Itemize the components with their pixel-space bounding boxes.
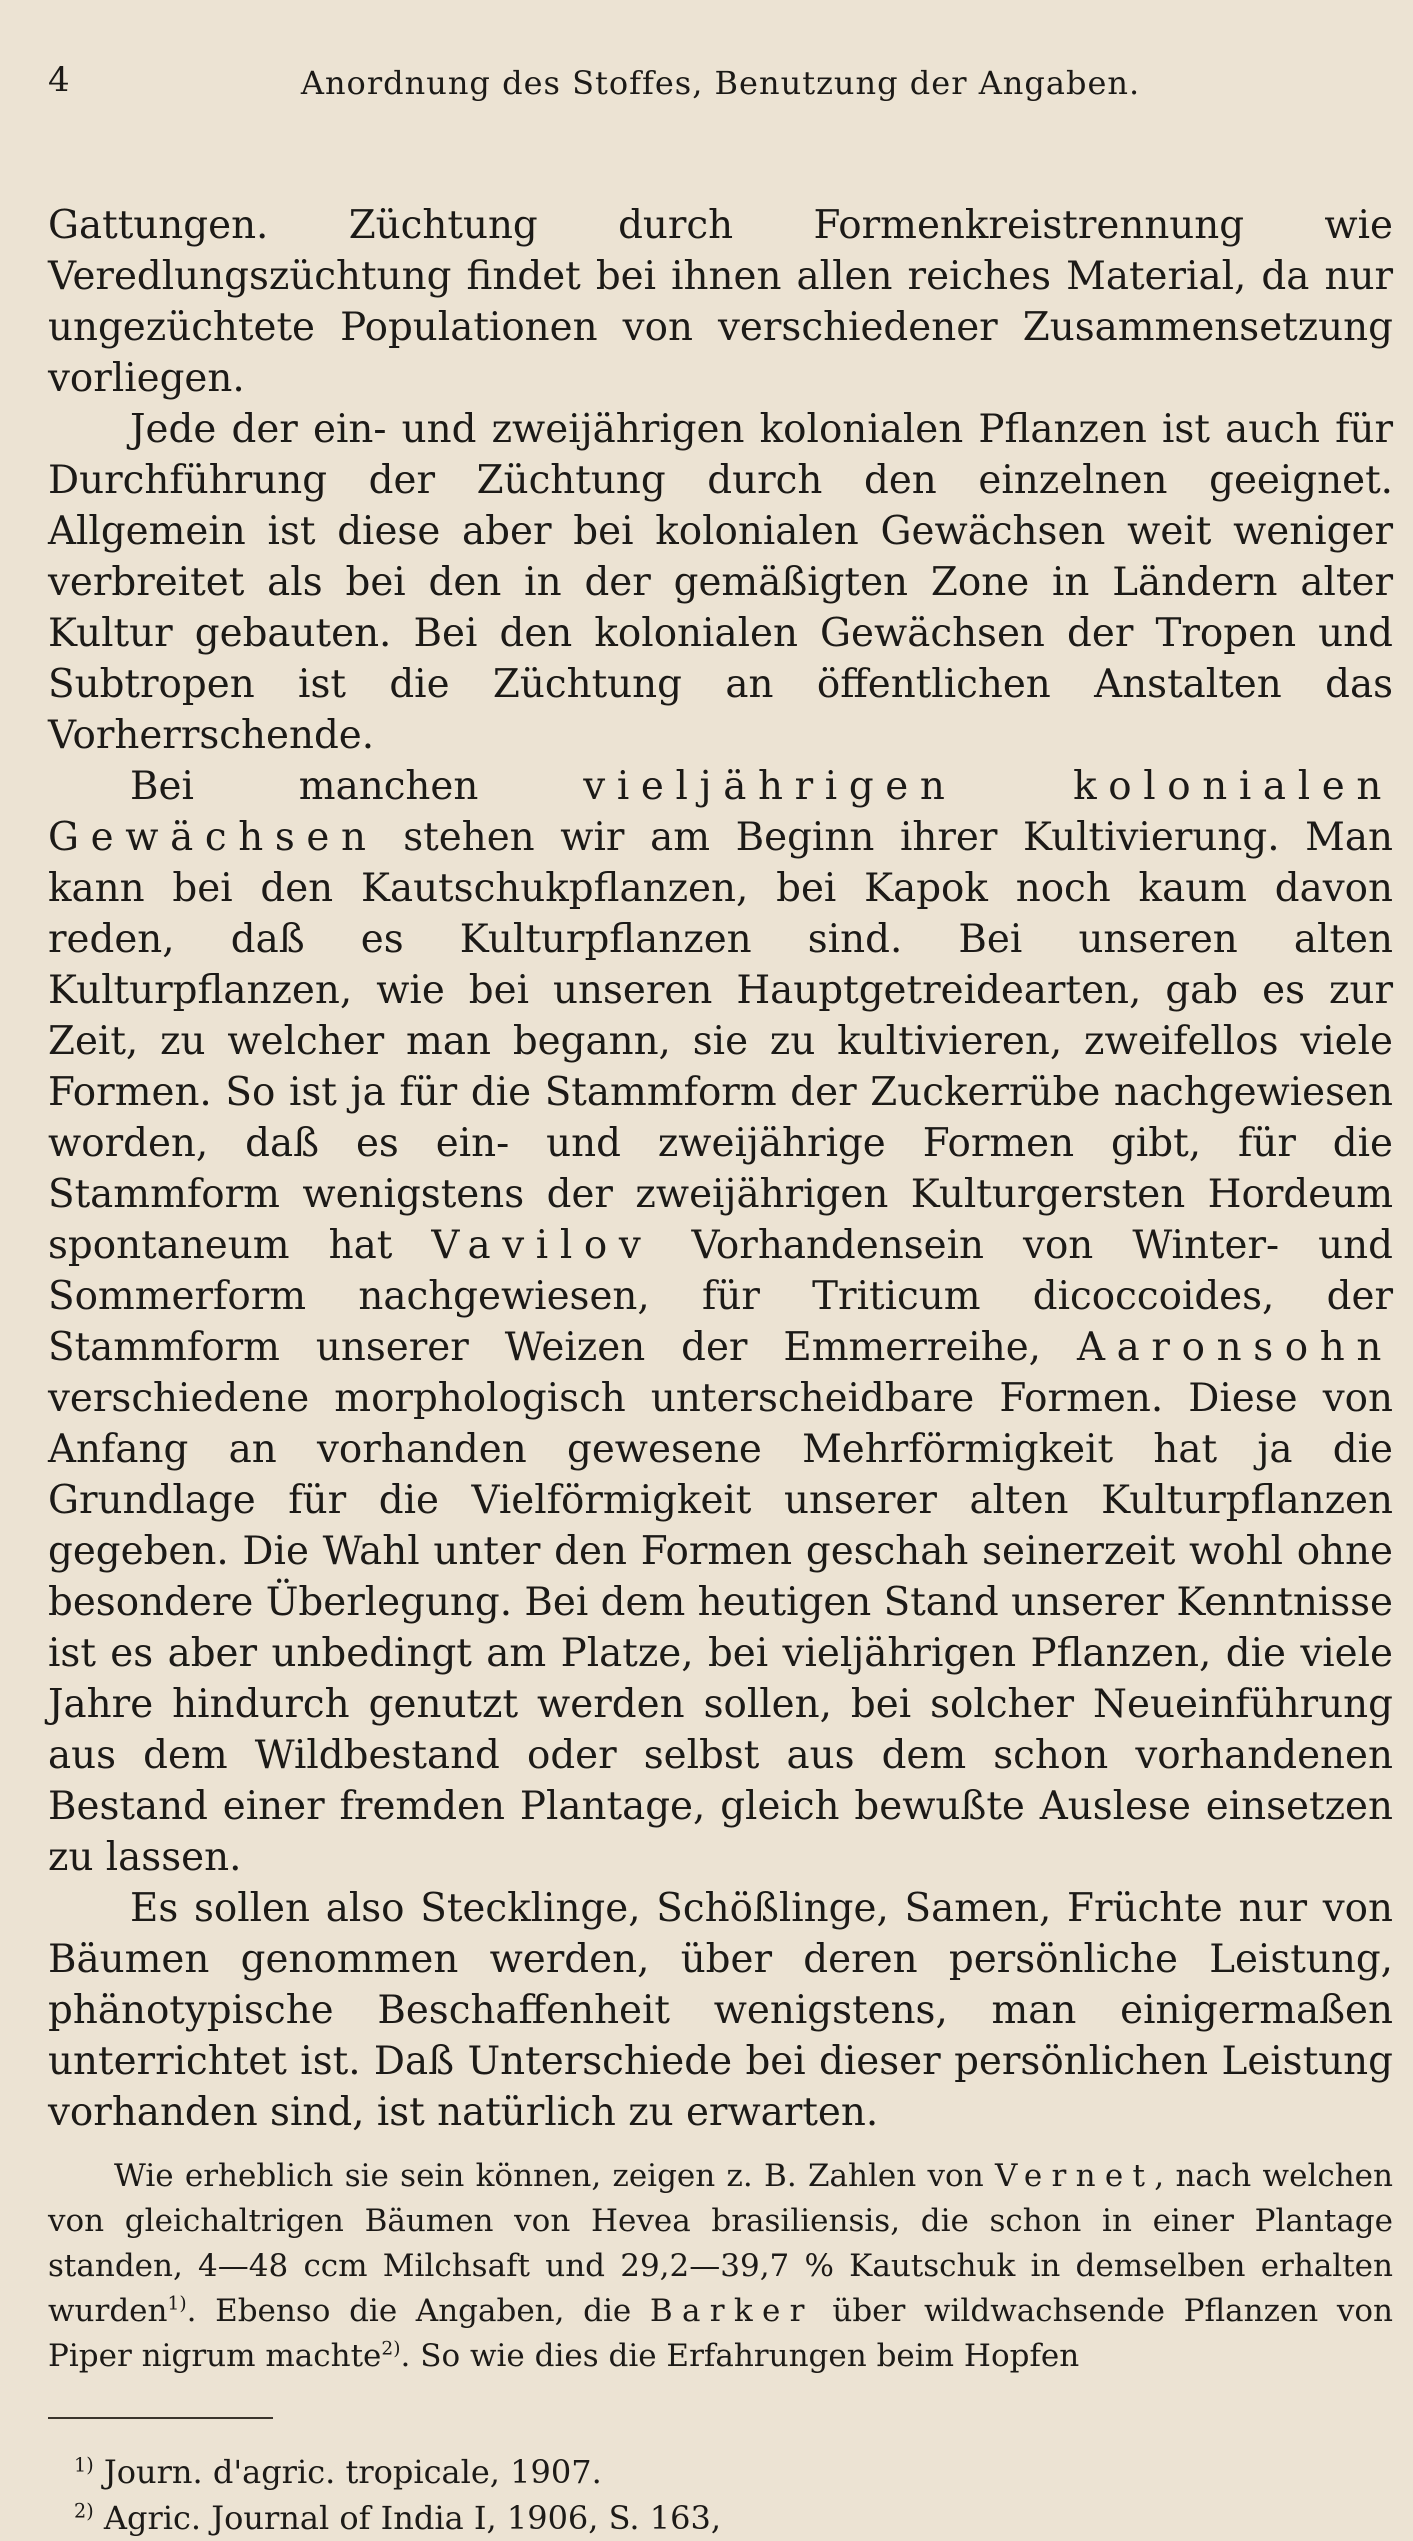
footnote-reference: 1): [167, 2293, 187, 2315]
spaced-name: Vernet: [995, 2158, 1155, 2194]
spaced-name: vieljährigen kolonialen Gewächsen: [48, 764, 1393, 860]
footnote: [74, 2495, 1393, 2541]
book-page: [48, 60, 1393, 2541]
running-title: Anordnung des Stoffes, Benutzung der Angaben.: [300, 64, 1141, 102]
text-segment: über wildwachsende Pflanzen von Piper nigrum machte: [48, 2293, 1393, 2374]
text-segment: Vorhandensein von Winter- und Sommerform nachgewiesen, für Triticum dicoccoides, der Stammform unserer Weizen der Emmerreihe,: [48, 1223, 1393, 1370]
text-segment: . Ebenso die Angaben, die: [186, 2293, 650, 2329]
spaced-name: Aaronsohn: [1076, 1325, 1393, 1370]
text-segment: stehen wir am Beginn ihrer Kultivierung. Man kann bei den Kautschukpflanzen, bei Kapok noch kaum davon reden, daß es Kulturpflanzen sind. Bei unseren alten Kulturpflanzen, wie bei unseren Hauptgetreidearten, gab es zur Zeit, zu welcher man begann, sie zu kultivieren, zweifellos viele Formen. So ist ja für die Stammform der Zuckerrübe nachgewiesen worden, daß es ein- und zweijährige Formen gibt, für die Stammform wenigstens der zweijährigen Kulturgersten Hordeum spontaneum hat: [48, 815, 1393, 1268]
text-segment: . So wie dies die Erfahrungen beim Hopfen: [400, 2338, 1080, 2374]
main-text: [48, 200, 1393, 2138]
text-segment: Es sollen also Stecklinge, Schößlinge, Samen, Früchte nur von Bäumen genommen werden, über deren persönliche Leistung, phänotypische Beschaffenheit wenigstens, man einigermaßen unterrichtet ist. Daß Unterschiede bei dieser persönlichen Leistung vorhanden sind, ist natürlich zu erwarten.: [48, 1886, 1393, 2135]
paragraph: [48, 1883, 1393, 2138]
paragraph: [48, 761, 1393, 1883]
spaced-name: Barker: [649, 2293, 814, 2329]
spaced-name: Vavilov: [431, 1223, 653, 1268]
paragraph: [48, 200, 1393, 404]
footnote: [74, 2449, 1393, 2495]
text-segment: Gattungen. Züchtung durch Formenkreistrennung wie Veredlungszüchtung findet bei ihnen allen reiches Material, da nur ungezüchtete Populationen von verschiedener Zusammensetzung vorliegen.: [48, 203, 1393, 401]
footnote-rule: [48, 2417, 273, 2419]
text-segment: , nach welchen von gleichaltrigen Bäumen von Hevea brasiliensis, die schon in einer Plantage standen, 4—48 ccm Milchsaft und 29,2—39,7 % Kautschuk in demselben erhalten wurden: [48, 2158, 1393, 2329]
page-header: [48, 60, 1393, 120]
text-segment: Wie erheblich sie sein können, zeigen z. B. Zahlen von: [114, 2158, 996, 2194]
paragraph: [48, 404, 1393, 761]
small-print-paragraph: [48, 2154, 1393, 2379]
footnote-reference: 2): [381, 2338, 401, 2360]
footnote-text: Journ. d'agric. tropicale, 1907.: [103, 2453, 602, 2491]
footnote-mark: 2): [74, 2499, 94, 2523]
text-segment: Bei manchen: [130, 764, 584, 809]
text-segment: verschiedene morphologisch unterscheidbare Formen. Diese von Anfang an vorhanden gewesene Mehrförmigkeit hat ja die Grundlage für die Vielförmigkeit unserer alten Kulturpflanzen gegeben. Die Wahl unter den Formen geschah seinerzeit wohl ohne besondere Überlegung. Bei dem heutigen Stand unserer Kenntnisse ist es aber unbedingt am Platze, bei vieljährigen Pflanzen, die viele Jahre hindurch genutzt werden sollen, bei solcher Neueinführung aus dem Wildbestand oder selbst aus dem schon vorhandenen Bestand einer fremden Plantage, gleich bewußte Auslese einsetzen zu lassen.: [48, 1376, 1393, 1880]
footnotes: [48, 2449, 1393, 2541]
footnote-text: Agric. Journal of India I, 1906, S. 163,: [103, 2499, 721, 2537]
page-number: 4: [48, 60, 70, 100]
text-segment: Jede der ein- und zweijährigen kolonialen Pflanzen ist auch für Durchführung der Züchtung durch den einzelnen geeignet. Allgemein ist diese aber bei kolonialen Gewächsen weit weniger verbreitet als bei den in der gemäßigten Zone in Ländern alter Kultur gebauten. Bei den kolonialen Gewächsen der Tropen und Subtropen ist die Züchtung an öffentlichen Anstalten das Vorherrschende.: [48, 407, 1393, 758]
footnote-mark: 1): [74, 2453, 94, 2477]
paragraph: [48, 2154, 1393, 2379]
